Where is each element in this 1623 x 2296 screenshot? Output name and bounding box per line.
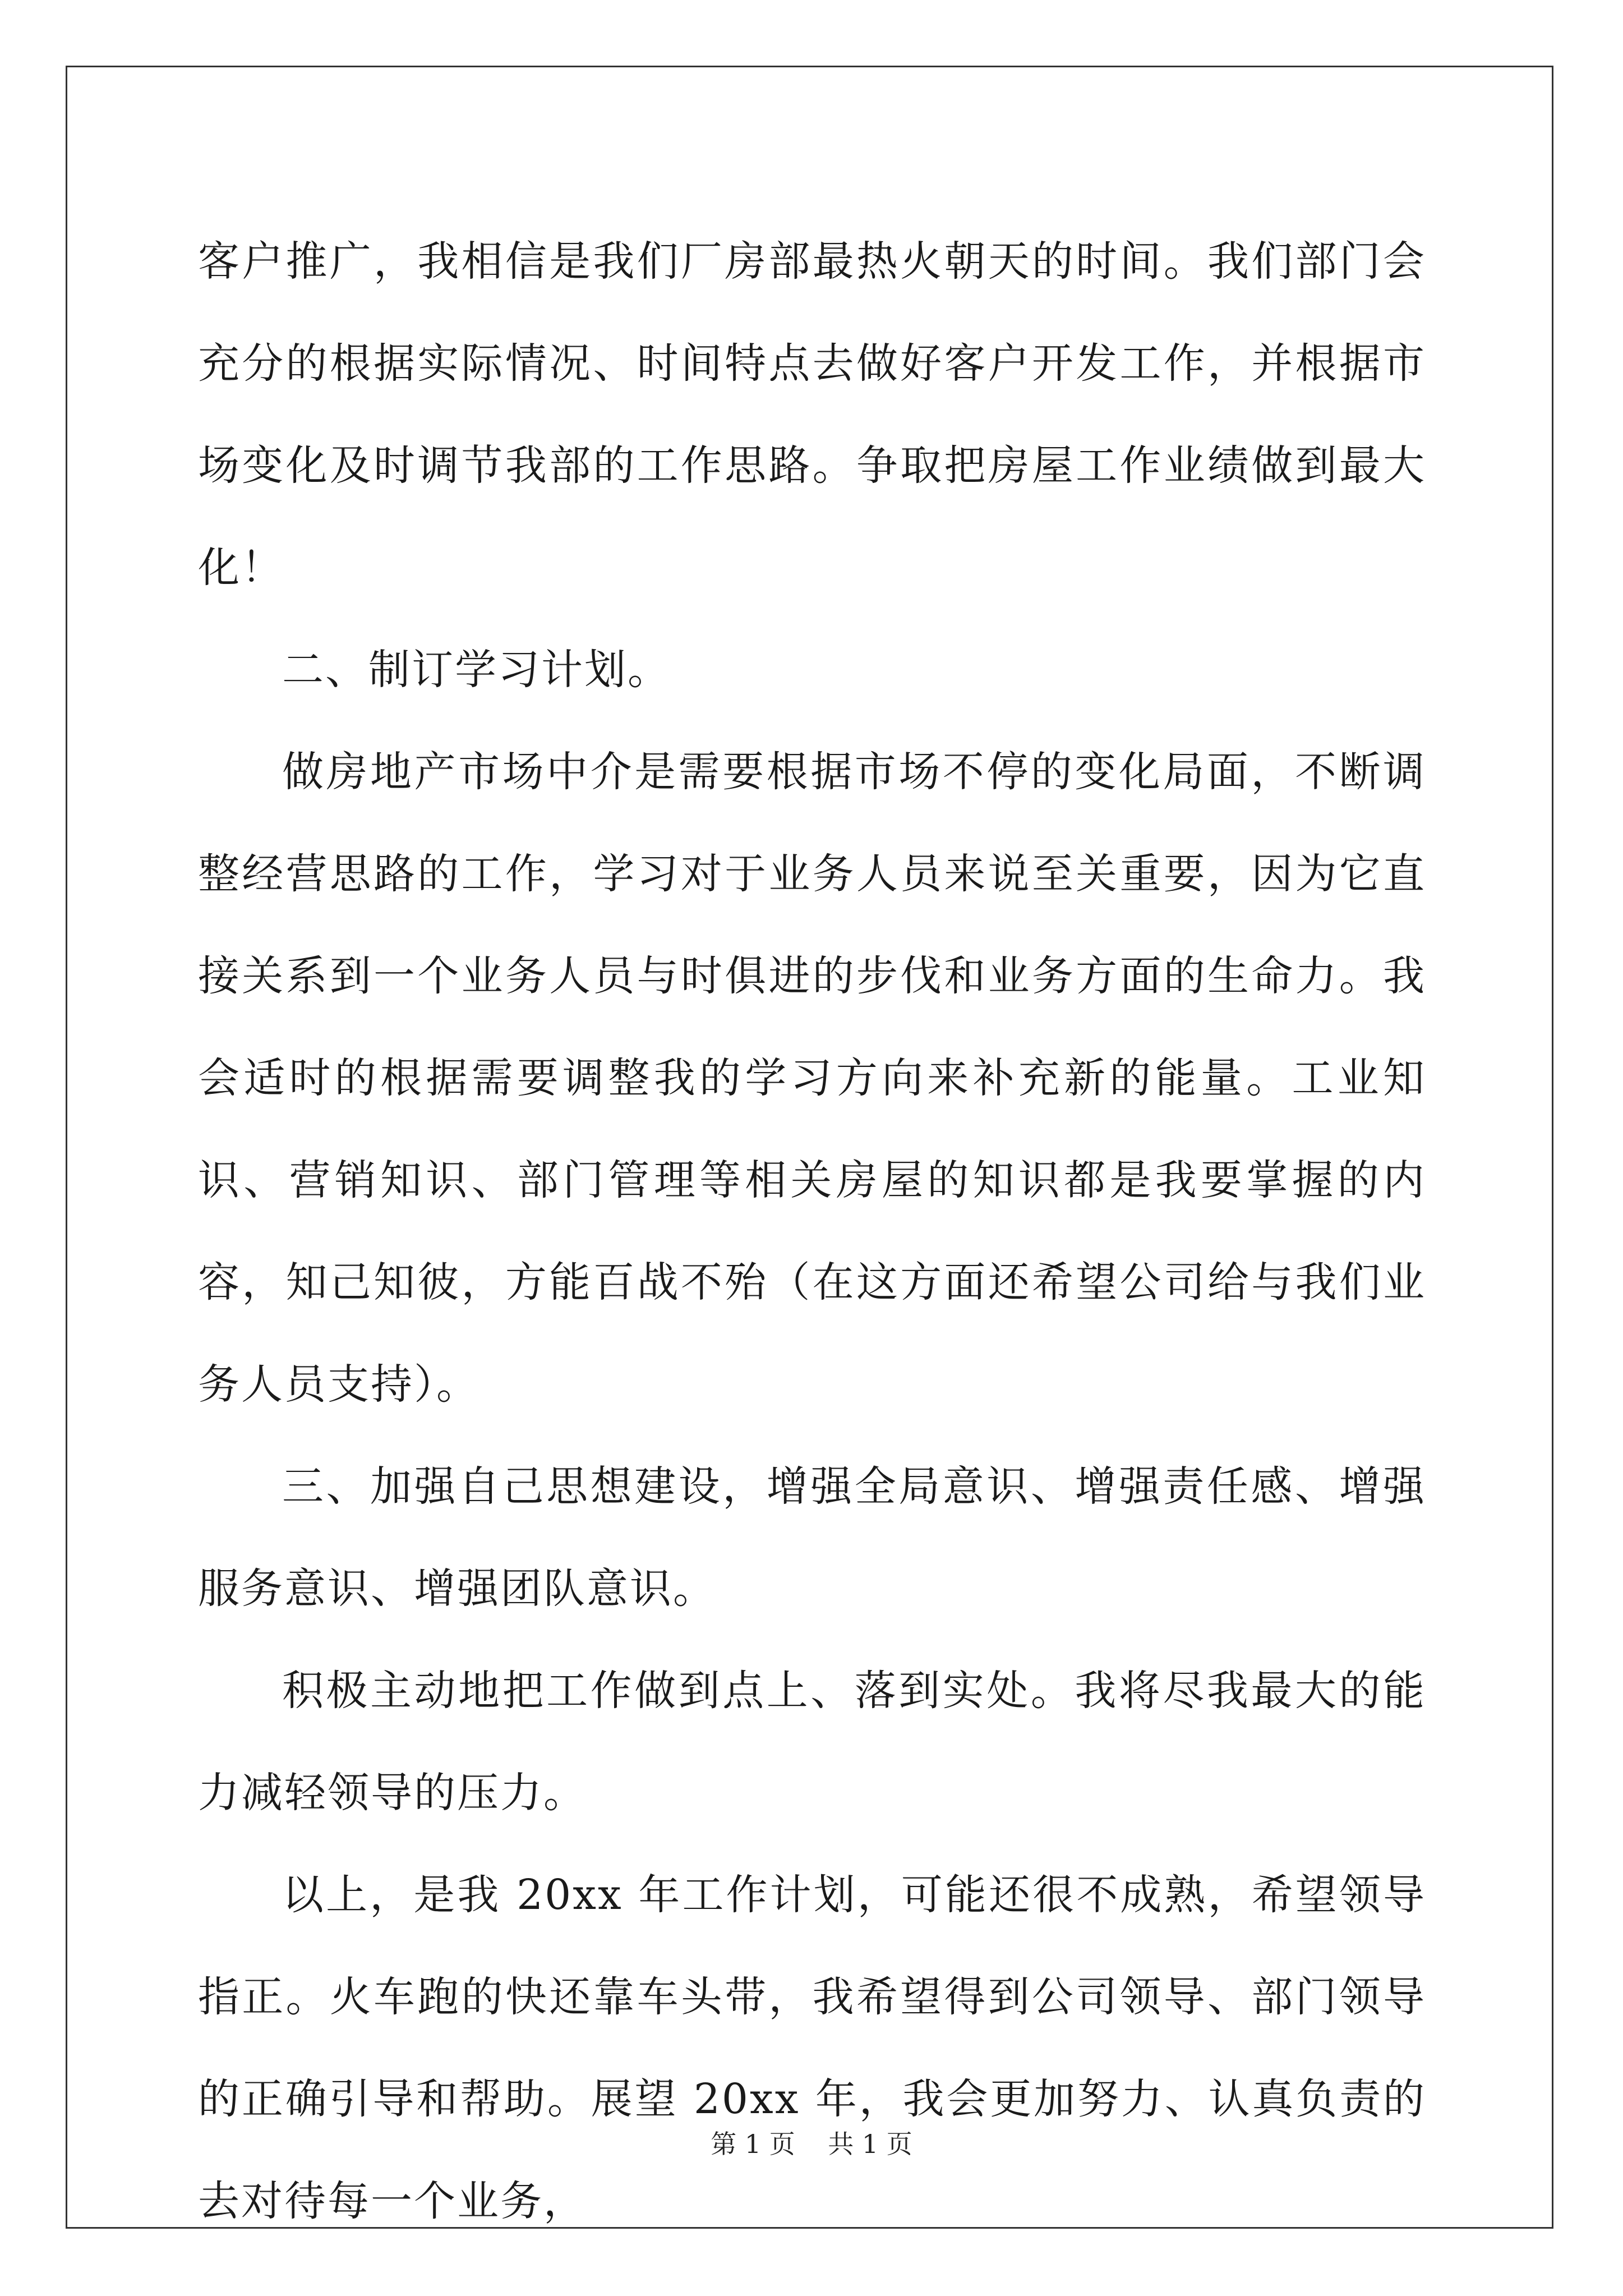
paragraph-1: 客户推广，我相信是我们厂房部最热火朝天的时间。我们部门会充分的根据实际情况、时间特点去做好客户开发工作，并根据市场变化及时调节我部的工作思路。争取把房屋工作业绩做到最大化！ <box>198 237 1426 592</box>
page-total: 共 1 页 <box>828 2129 912 2159</box>
paragraph-6: 以上，是我 20xx 年工作计划，可能还很不成熟，希望领导指正。火车跑的快还靠车头带，我希望得到公司领导、部门领导的正确引导和帮助。展望 20xx 年，我会更加努力、认真负责的去对待每一个业务， <box>198 1871 1426 2225</box>
document-body <box>198 210 1426 2252</box>
paragraph-5: 积极主动地把工作做到点上、落到实处。我将尽我最大的能力减轻领导的压力。 <box>198 1667 1426 1817</box>
paragraph-3: 做房地产市场中介是需要根据市场不停的变化局面，不断调整经营思路的工作，学习对于业务人员来说至关重要，因为它直接关系到一个业务人员与时俱进的步伐和业务方面的生命力。我会适时的根据需要调整我的学习方向来补充新的能量。工业知识、营销知识、部门管理等相关房屋的知识都是我要掌握的内容，知己知彼，方能百战不殆（在这方面还希望公司给与我们业务人员支持）。 <box>198 748 1426 1409</box>
paragraph-4-heading: 三、加强自己思想建设，增强全局意识、增强责任感、增强服务意识、增强团队意识。 <box>198 1462 1426 1613</box>
page-number: 第 1 页 <box>711 2129 795 2159</box>
footer-spacer <box>795 2129 828 2159</box>
paragraph-2-heading: 二、制订学习计划。 <box>282 646 671 694</box>
page-footer <box>0 2127 1623 2161</box>
